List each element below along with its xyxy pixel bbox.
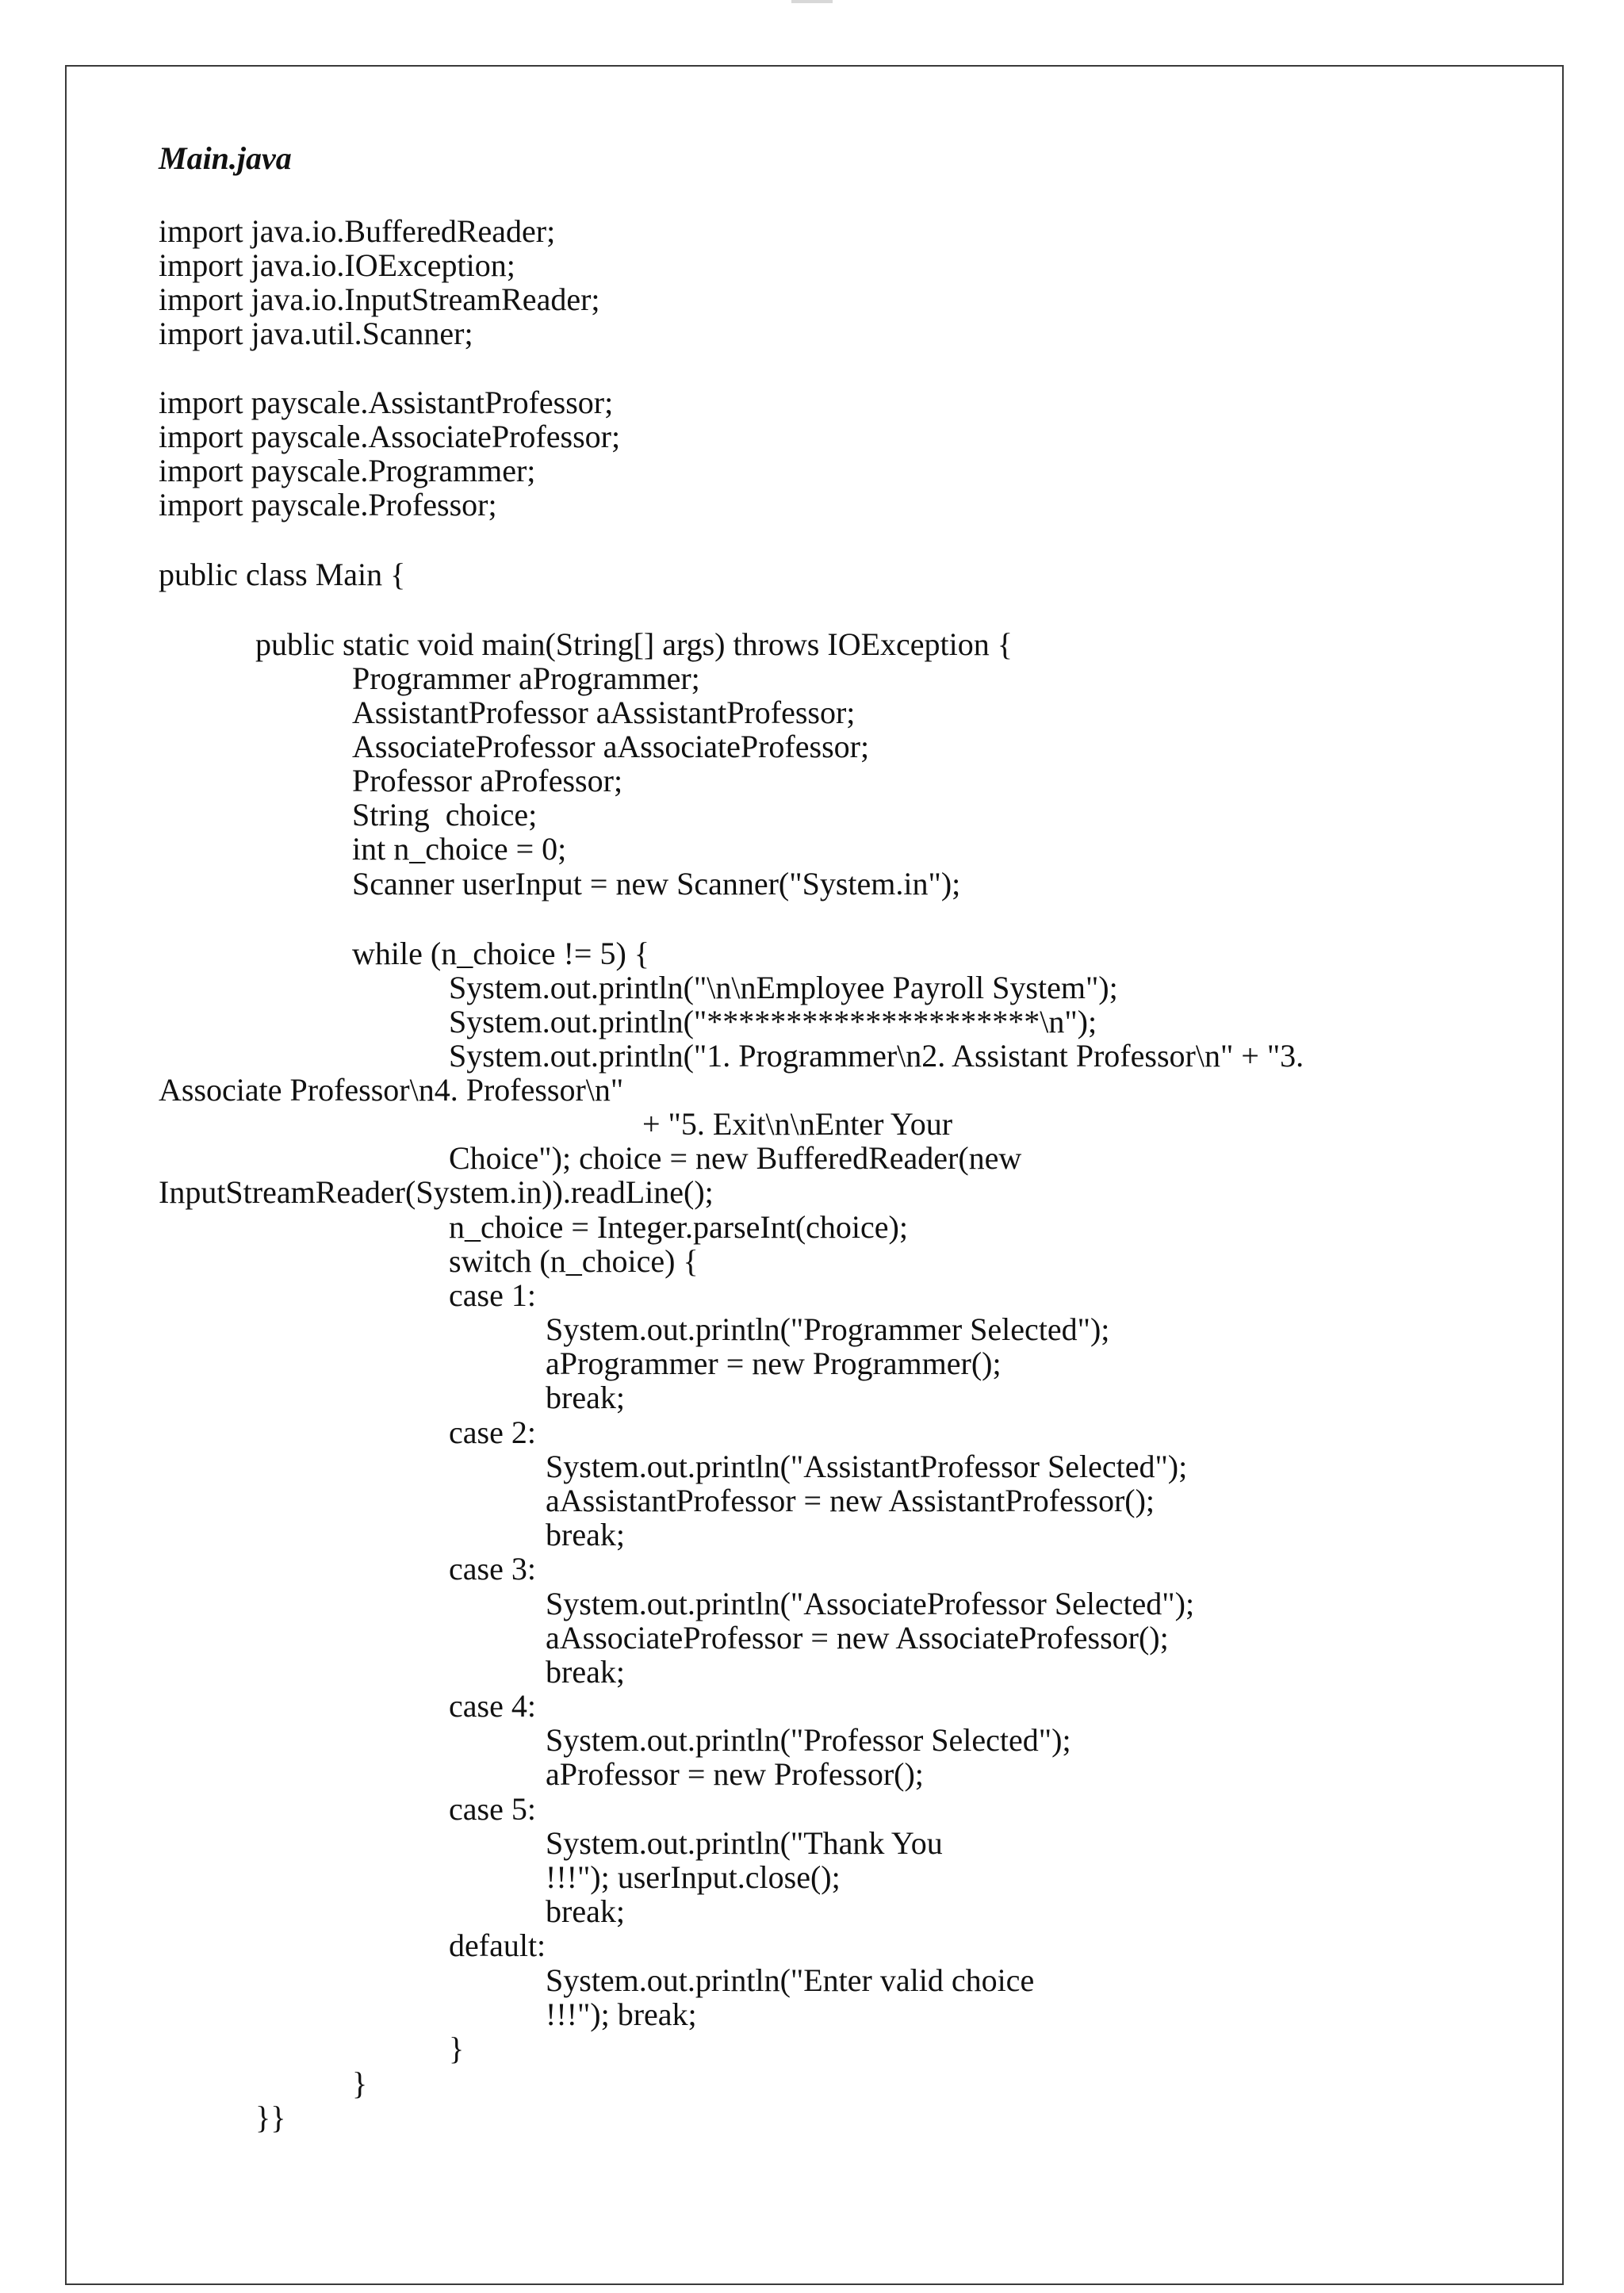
code-line: System.out.println("AssistantProfessor Selected"); — [546, 1449, 1188, 1484]
code-line: import java.io.IOException; — [159, 247, 515, 283]
code-line: String choice; — [352, 797, 538, 833]
code-line: aProgrammer = new Programmer(); — [546, 1346, 1002, 1381]
top-mark — [791, 0, 833, 3]
code-line: break; — [546, 1380, 625, 1415]
code-line: case 1: — [449, 1277, 536, 1313]
code-line: AssistantProfessor aAssistantProfessor; — [352, 695, 856, 730]
code-line: import payscale.AssistantProfessor; — [159, 385, 614, 420]
code-line: import payscale.Programmer; — [159, 453, 536, 488]
code-line: Scanner userInput = new Scanner("System.in"); — [352, 866, 961, 902]
code-line: n_choice = Integer.parseInt(choice); — [449, 1209, 908, 1245]
code-line: + "5. Exit\n\nEnter Your — [642, 1106, 953, 1142]
code-line: !!!"); userInput.close(); — [546, 1859, 841, 1895]
code-line: import java.util.Scanner; — [159, 316, 473, 351]
code-line: int n_choice = 0; — [352, 831, 567, 867]
code-line: System.out.println("Professor Selected"); — [546, 1722, 1071, 1758]
code-line: System.out.println("Programmer Selected"); — [546, 1311, 1110, 1347]
code-line: case 3: — [449, 1551, 536, 1587]
code-line: System.out.println("\n\nEmployee Payroll System"); — [449, 970, 1118, 1005]
code-line: break; — [546, 1893, 625, 1929]
code-line: System.out.println("*********************\n"); — [449, 1004, 1097, 1039]
code-line: aAssociateProfessor = new AssociateProfessor(); — [546, 1620, 1169, 1656]
code-line: while (n_choice != 5) { — [352, 936, 649, 971]
code-line: import payscale.Professor; — [159, 487, 497, 523]
code-line: case 4: — [449, 1688, 536, 1724]
code-line: } — [352, 2065, 368, 2101]
code-line: import java.io.InputStreamReader; — [159, 281, 600, 317]
code-line: aProfessor = new Professor(); — [546, 1756, 924, 1792]
code-line: public class Main { — [159, 557, 406, 592]
code-line: break; — [546, 1654, 625, 1690]
code-line: } — [449, 2031, 465, 2066]
code-line: !!!"); break; — [546, 1996, 697, 2032]
code-line: AssociateProfessor aAssociateProfessor; — [352, 729, 870, 764]
code-line: System.out.println("1. Programmer\n2. Assistant Professor\n" + "3. — [449, 1038, 1304, 1074]
code-line: Choice"); choice = new BufferedReader(new — [449, 1140, 1022, 1176]
code-line: Programmer aProgrammer; — [352, 660, 700, 696]
code-line: import java.io.BufferedReader; — [159, 213, 556, 249]
code-line: System.out.println("AssociateProfessor Selected"); — [546, 1586, 1195, 1621]
code-line: case 5: — [449, 1791, 536, 1827]
code-line: Associate Professor\n4. Professor\n" — [159, 1072, 624, 1108]
code-line: case 2: — [449, 1414, 536, 1450]
code-line: break; — [546, 1517, 625, 1552]
code-line: System.out.println("Thank You — [546, 1825, 943, 1861]
code-line: switch (n_choice) { — [449, 1243, 699, 1279]
code-line: Professor aProfessor; — [352, 763, 623, 798]
code-line: default: — [449, 1927, 546, 1963]
code-line: System.out.println("Enter valid choice — [546, 1962, 1035, 1998]
code-line: InputStreamReader(System.in)).readLine(); — [159, 1174, 714, 1210]
code-line: aAssistantProfessor = new AssistantProfessor(); — [546, 1483, 1155, 1518]
code-line: }} — [255, 2100, 286, 2135]
code-line: public static void main(String[] args) throws IOException { — [255, 626, 1013, 662]
code-line: import payscale.AssociateProfessor; — [159, 419, 621, 454]
document-title: Main.java — [159, 140, 292, 176]
